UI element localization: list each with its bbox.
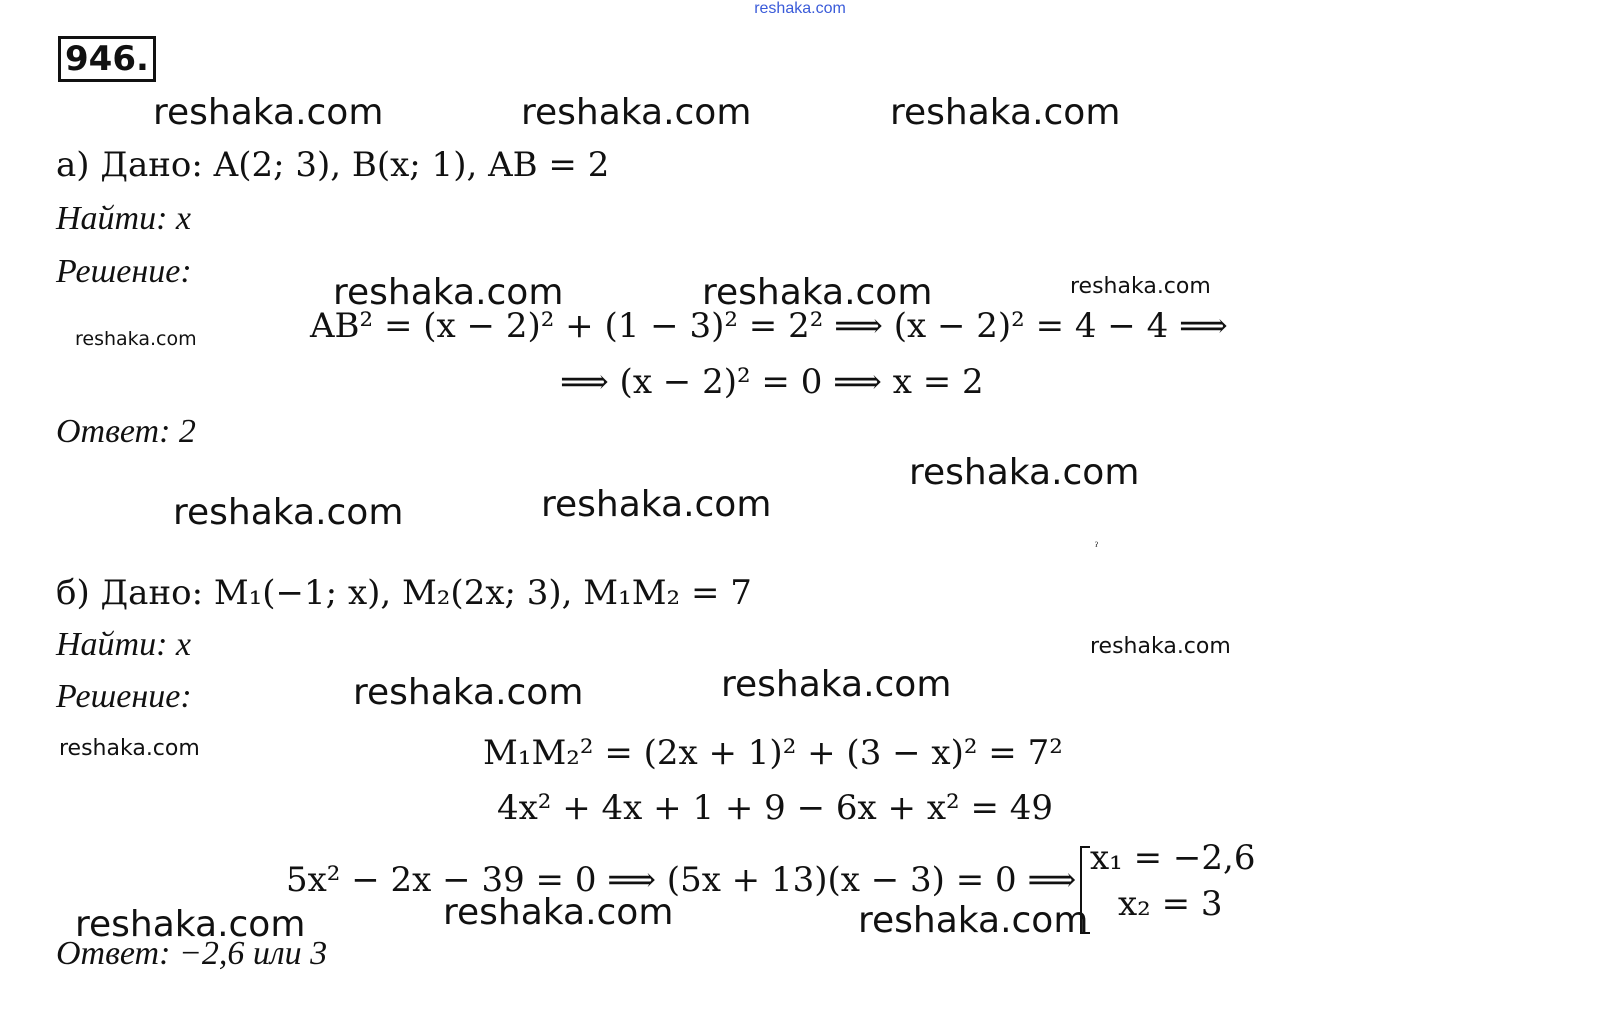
part-b-equation-2: 4x² + 4x + 1 + 9 − 6x + x² = 49 bbox=[497, 788, 1054, 828]
root-2: x₂ = 3 bbox=[1118, 884, 1223, 924]
watermark: reshaka.com bbox=[333, 272, 564, 313]
watermark: reshaka.com bbox=[1090, 634, 1231, 659]
watermark: reshaka.com bbox=[153, 92, 384, 133]
part-a-answer: Ответ: 2 bbox=[56, 413, 196, 450]
stray-mark: ˀ bbox=[1095, 540, 1099, 554]
part-a-given: а) Дано: A(2; 3), B(x; 1), AB = 2 bbox=[56, 145, 610, 185]
watermark: reshaka.com bbox=[353, 672, 584, 713]
part-b-find: Найти: x bbox=[56, 626, 192, 663]
watermark: reshaka.com bbox=[443, 892, 674, 933]
watermark: reshaka.com bbox=[521, 92, 752, 133]
part-b-equation-3: 5x² − 2x − 39 = 0 ⟹ (5x + 13)(x − 3) = 0 ⟹ bbox=[286, 860, 1077, 900]
watermark: reshaka.com bbox=[1070, 274, 1211, 299]
watermark: reshaka.com bbox=[858, 900, 1089, 941]
problem-number: 946. bbox=[58, 36, 156, 82]
watermark: reshaka.com bbox=[75, 904, 306, 945]
watermark: reshaka.com bbox=[909, 452, 1140, 493]
watermark: reshaka.com bbox=[890, 92, 1121, 133]
watermark: reshaka.com bbox=[75, 328, 197, 350]
part-b-equation-1: M₁M₂² = (2x + 1)² + (3 − x)² = 7² bbox=[483, 733, 1063, 773]
system-bracket bbox=[1080, 846, 1090, 934]
watermark: reshaka.com bbox=[702, 272, 933, 313]
watermark: reshaka.com bbox=[541, 484, 772, 525]
root-1: x₁ = −2,6 bbox=[1090, 838, 1256, 878]
part-b-given: б) Дано: M₁(−1; x), M₂(2x; 3), M₁M₂ = 7 bbox=[56, 573, 752, 613]
part-b-solution-label: Решение: bbox=[56, 678, 192, 715]
part-a-solution-label: Решение: bbox=[56, 253, 192, 290]
watermark: reshaka.com bbox=[721, 664, 952, 705]
part-b-answer: Ответ: −2,6 или 3 bbox=[56, 935, 328, 972]
watermark: reshaka.com bbox=[173, 492, 404, 533]
site-header-link[interactable]: reshaka.com bbox=[754, 0, 846, 17]
part-a-equation-2: ⟹ (x − 2)² = 0 ⟹ x = 2 bbox=[560, 362, 984, 402]
part-a-equation-1: AB² = (x − 2)² + (1 − 3)² = 2² ⟹ (x − 2)² = 4 − 4 ⟹ bbox=[310, 306, 1228, 346]
part-a-find: Найти: x bbox=[56, 200, 192, 237]
watermark: reshaka.com bbox=[59, 736, 200, 761]
